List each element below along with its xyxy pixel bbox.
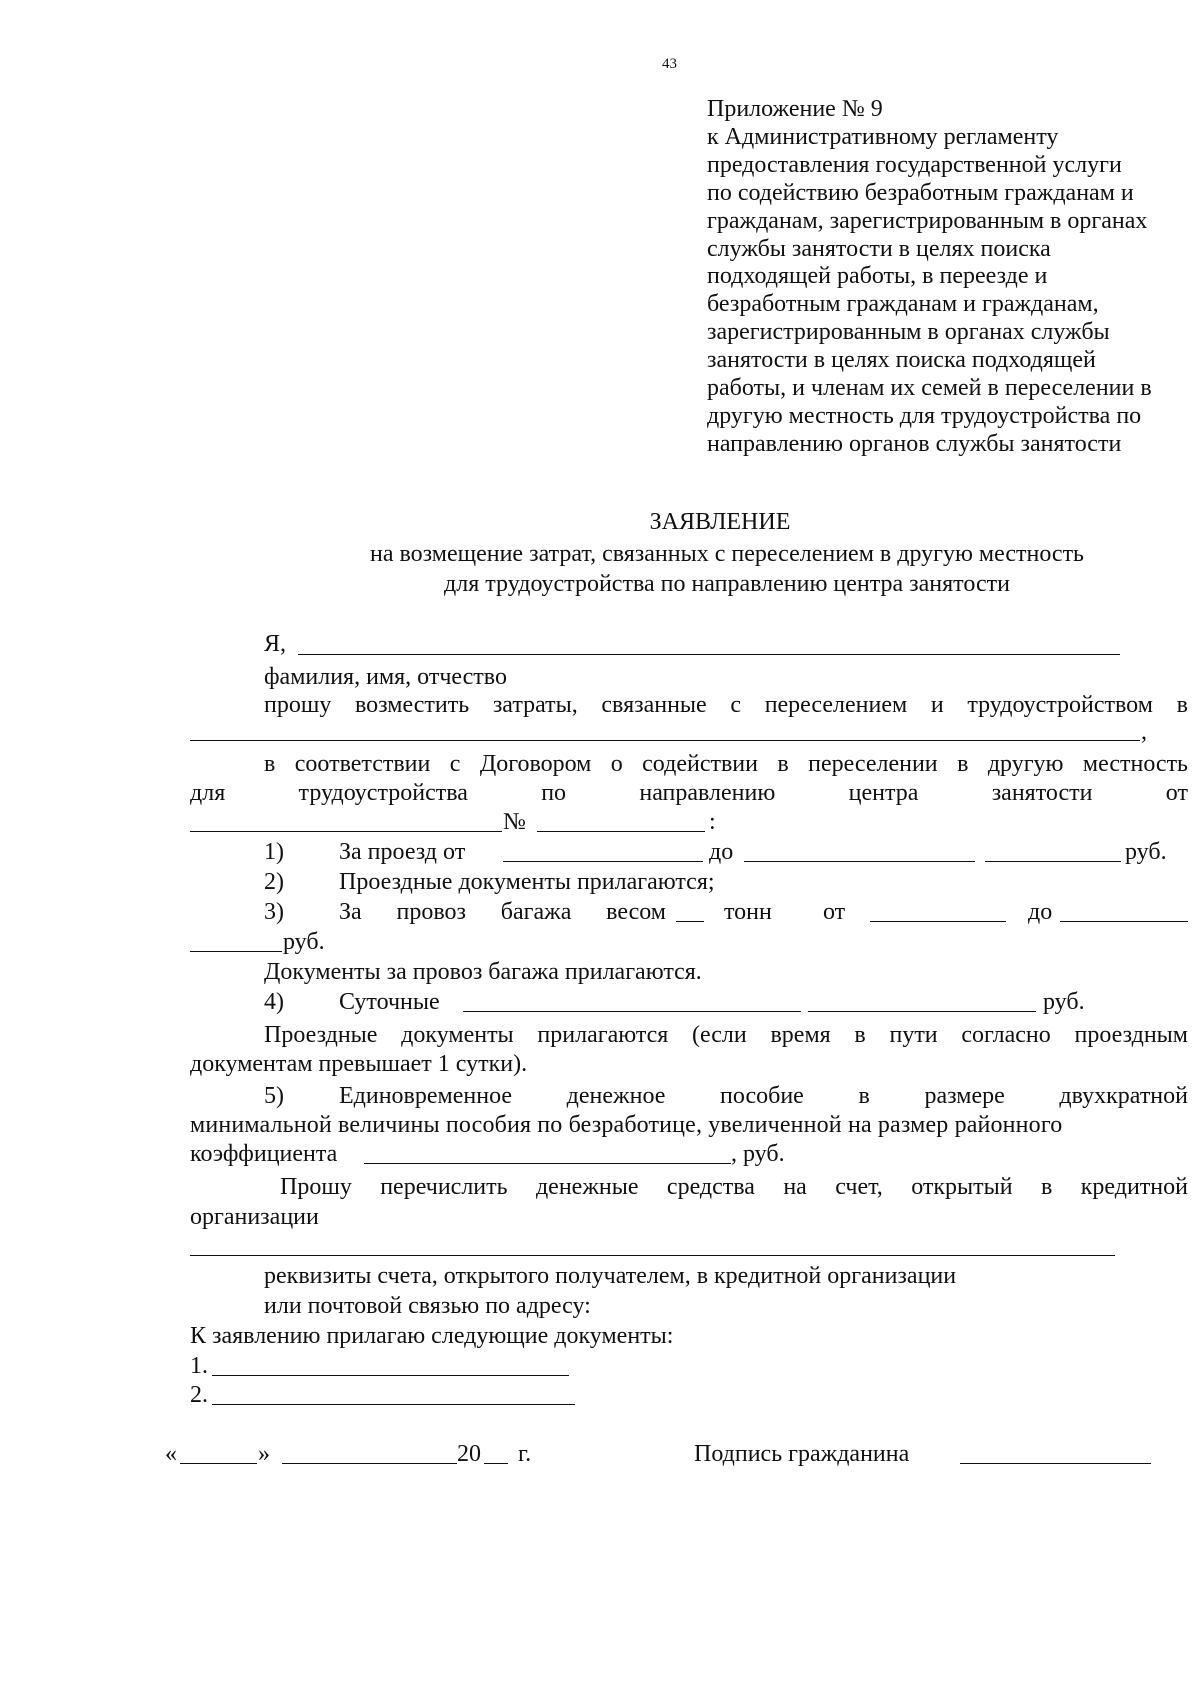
word: пособие — [720, 1083, 804, 1109]
item4-amount-blank[interactable] — [808, 1011, 1036, 1012]
word: Договором — [479, 751, 592, 777]
word: трудоустройства — [298, 780, 468, 806]
document-title: ЗАЯВЛЕНИЕ — [649, 509, 791, 535]
word: от — [1165, 780, 1188, 806]
word: багажа — [500, 899, 572, 925]
word: на — [783, 1174, 807, 1200]
page-number: 43 — [662, 56, 677, 72]
date-close-quote: » — [258, 1441, 270, 1467]
word: затраты, — [492, 692, 578, 718]
appendix-line: безработным гражданам и гражданам, — [707, 291, 1099, 318]
travel-docs-line-1 — [264, 1021, 1188, 1050]
contract-line-1 — [264, 750, 1188, 779]
item1-to-blank[interactable] — [744, 861, 975, 862]
account-blank[interactable] — [190, 1255, 1115, 1256]
word: документы — [401, 1022, 514, 1048]
word: весом — [606, 899, 666, 925]
item3-number: 3) — [264, 899, 284, 925]
date-open-quote: « — [165, 1441, 177, 1467]
contract-line-2 — [190, 779, 1188, 808]
item5-line-3-tail: , руб. — [731, 1141, 785, 1167]
word: переселением — [764, 692, 908, 718]
appendix-line: направлению органов службы занятости — [707, 430, 1122, 457]
item5-line-3-label: коэффициента — [190, 1141, 338, 1167]
word: в — [1041, 1174, 1053, 1200]
word: двухкратной — [1059, 1083, 1188, 1109]
word: прилагаются — [537, 1022, 669, 1048]
item5-line-1 — [339, 1082, 1188, 1111]
word: местность — [1082, 751, 1188, 777]
contract-colon: : — [709, 809, 716, 835]
word: перечислить — [380, 1174, 508, 1200]
appendix-line: подходящей работы, в переезде и — [707, 263, 1048, 290]
appendix-line: другую местность для трудоустройства по — [707, 402, 1142, 429]
word: в — [858, 1083, 870, 1109]
date-year-blank[interactable] — [484, 1463, 508, 1464]
date-month-blank[interactable] — [282, 1463, 457, 1464]
word: пути — [889, 1022, 938, 1048]
signature-blank[interactable] — [960, 1463, 1151, 1464]
item3-rub: руб. — [283, 929, 325, 955]
item3-weight-blank[interactable] — [676, 921, 704, 922]
signature-label: Подпись гражданина — [694, 1441, 910, 1467]
word: проездным — [1074, 1022, 1188, 1048]
item4-number: 4) — [264, 989, 284, 1015]
appendix-line: зарегистрированным в органах службы — [707, 319, 1110, 346]
contract-number-blank[interactable] — [537, 831, 705, 832]
word: центра — [848, 780, 919, 806]
item4-rub: руб. — [1043, 989, 1085, 1015]
word: занятости — [991, 780, 1093, 806]
travel-docs-line-2: документам превышает 1 сутки). — [190, 1051, 528, 1077]
word: прошу — [264, 692, 332, 718]
appendix-block — [707, 96, 1152, 459]
word: Проездные — [264, 1022, 378, 1048]
word: для — [190, 780, 226, 806]
contract-date-blank[interactable] — [190, 831, 502, 832]
item3-amount-blank[interactable] — [190, 951, 282, 952]
request-line — [264, 691, 1188, 720]
item4-days-blank[interactable] — [463, 1011, 801, 1012]
item3-from: от — [823, 899, 846, 925]
word: открытый — [911, 1174, 1013, 1200]
word: счет, — [835, 1174, 883, 1200]
number-sign: № — [503, 809, 526, 835]
item3-from-blank[interactable] — [870, 921, 1006, 922]
item3-to: до — [1028, 899, 1053, 925]
item5-number: 5) — [264, 1083, 284, 1109]
fio-caption: фамилия, имя, отчество — [264, 664, 507, 690]
word: содействии — [642, 751, 758, 777]
baggage-docs: Документы за провоз багажа прилагаются. — [264, 959, 702, 985]
item3-tons: тонн — [724, 899, 772, 925]
word: За — [339, 899, 362, 925]
attach-heading: К заявлению прилагаю следующие документы: — [190, 1323, 674, 1349]
item5-line-2: минимальной величины пособия по безработице, увеличенной на размер районного — [190, 1112, 1063, 1138]
item1-amount-blank[interactable] — [985, 861, 1121, 862]
appendix-line: предоставления государственной услуги — [707, 151, 1122, 178]
word: в — [957, 751, 969, 777]
word: (если — [692, 1022, 747, 1048]
ya-label: Я, — [264, 631, 287, 657]
item2-text: Проездные документы прилагаются; — [339, 869, 715, 895]
appendix-line: службы занятости в целях поиска — [707, 235, 1051, 262]
destination-blank[interactable] — [190, 740, 1140, 741]
item1-number: 1) — [264, 839, 284, 865]
attach-2-blank[interactable] — [212, 1404, 575, 1405]
word: согласно — [961, 1022, 1051, 1048]
account-caption-1: реквизиты счета, открытого получателем, в кредитной организации — [264, 1263, 957, 1289]
word: переселении — [808, 751, 938, 777]
word: соответствии — [294, 751, 431, 777]
document-subtitle-1: на возмещение затрат, связанных с переселением в другую местность — [369, 541, 1085, 567]
word: кредитной — [1080, 1174, 1188, 1200]
word: и — [930, 692, 944, 718]
fio-blank[interactable] — [298, 654, 1120, 655]
word: денежные — [535, 1174, 639, 1200]
appendix-line: к Административному регламенту — [707, 123, 1059, 150]
word: Единовременное — [339, 1083, 513, 1109]
word: Прошу — [280, 1174, 352, 1200]
word: с — [449, 751, 461, 777]
word: средства — [666, 1174, 755, 1200]
date-day-blank[interactable] — [180, 1463, 257, 1464]
appendix-line: гражданам, зарегистрированным в органах — [707, 207, 1148, 234]
item1-from-label: За проезд от — [339, 839, 466, 865]
word: провоз — [396, 899, 466, 925]
word: трудоустройством — [967, 692, 1153, 718]
item1-rub: руб. — [1125, 839, 1167, 865]
item1-from-blank[interactable] — [503, 861, 703, 862]
word: в — [854, 1022, 866, 1048]
word: в — [1176, 692, 1188, 718]
transfer-line-2: организации — [190, 1204, 319, 1230]
appendix-line: занятости в целях поиска подходящей — [707, 347, 1096, 374]
appendix-line: по содействию безработным гражданам и — [707, 179, 1134, 206]
account-caption-2: или почтовой связью по адресу: — [264, 1293, 591, 1319]
attach-2-label: 2. — [190, 1382, 208, 1408]
document-subtitle-2: для трудоустройства по направлению центра занятости — [444, 571, 1010, 597]
item3-words — [339, 898, 666, 927]
word: размере — [924, 1083, 1005, 1109]
word: направлению — [639, 780, 776, 806]
attach-1-label: 1. — [190, 1353, 208, 1379]
word: время — [770, 1022, 831, 1048]
item5-coefficient-blank[interactable] — [364, 1163, 731, 1164]
date-year-prefix: 20 — [457, 1441, 481, 1467]
item2-number: 2) — [264, 869, 284, 895]
word: в — [777, 751, 789, 777]
appendix-line: работы, и членам их семей в переселении в — [707, 375, 1152, 402]
word: другую — [987, 751, 1064, 777]
destination-comma: , — [1141, 719, 1147, 745]
word: денежное — [566, 1083, 666, 1109]
date-year-suffix: г. — [518, 1441, 532, 1467]
word: по — [541, 780, 567, 806]
word: с — [730, 692, 742, 718]
word: в — [264, 751, 276, 777]
word: связанные — [601, 692, 707, 718]
item3-to-blank[interactable] — [1060, 921, 1188, 922]
appendix-line: Приложение № 9 — [707, 96, 883, 122]
word: возместить — [354, 692, 470, 718]
transfer-line-1 — [280, 1173, 1188, 1202]
item1-to-label: до — [709, 839, 734, 865]
attach-1-blank[interactable] — [212, 1375, 569, 1376]
item4-text: Суточные — [339, 989, 440, 1015]
word: о — [610, 751, 623, 777]
